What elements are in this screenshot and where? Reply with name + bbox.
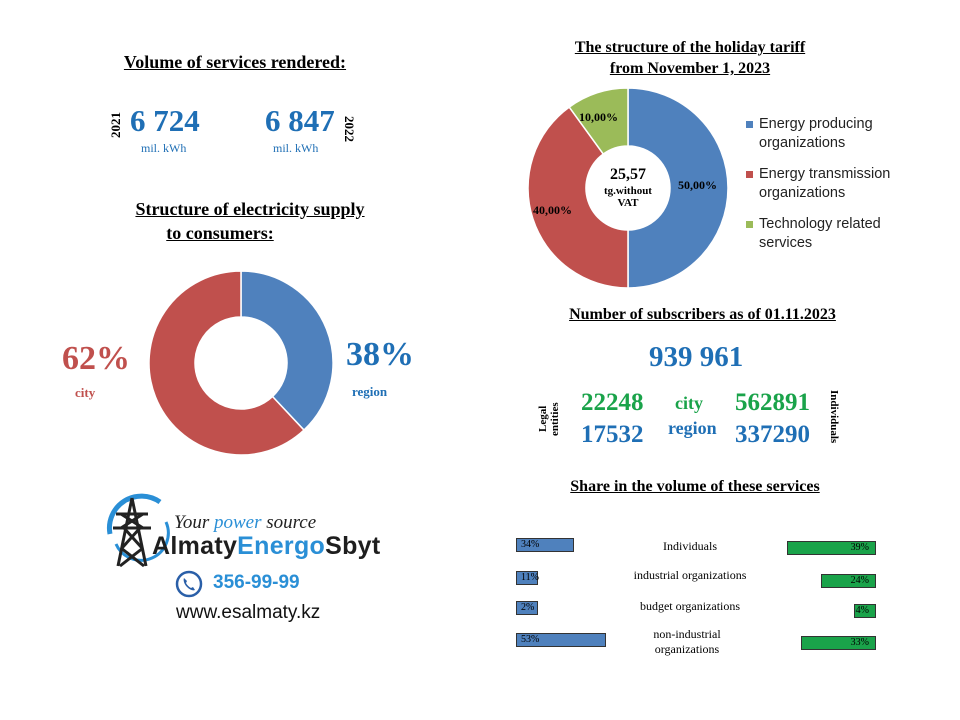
supply-title-line1: Structure of electricity supply [135,199,365,219]
year-2022-label: 2022 [342,116,357,142]
legal-city-count: 22248 [581,389,644,416]
share-bar-left: 11% [516,571,538,585]
share-bar-right: 4% [854,604,876,618]
tagline-prefix: Your [174,512,214,533]
tariff-label-10: 10,00% [579,110,618,124]
legend-label: Technology related services [759,216,881,251]
share-bar-right: 24% [821,574,876,588]
share-bar-left: 34% [516,538,574,552]
tagline-suffix: source [261,512,317,533]
brand-tagline [174,512,316,534]
tariff-center-value: 25,57 [610,166,646,183]
website-link[interactable]: www.esalmaty.kz [176,602,321,623]
brand-name-part1: Almaty [152,532,238,560]
tariff-label-50: 50,00% [678,178,717,192]
tariff-center-line2: tg.without [604,185,652,197]
tariff-center-line3: VAT [617,197,639,209]
volume-2021-unit: mil. kWh [141,141,187,155]
subscribers-city-label: city [675,393,703,413]
share-bar-right: 33% [801,636,876,650]
tariff-title-line1: The structure of the holiday tariff [574,39,806,56]
brand-name-part2: Energo [237,532,326,560]
share-category-label: budget organizations [639,599,741,613]
subscribers-region-label: region [668,418,717,438]
share-category-label: Individuals [663,539,717,553]
tariff-label-40: 40,00% [533,203,572,217]
individuals-label: Individuals [828,390,840,444]
tariff-title-line2: from November 1, 2023 [609,60,771,77]
volume-2021-value: 6 724 [130,103,200,138]
share-title: Share in the volume of these services [570,478,820,495]
share-bar-left: 53% [516,633,606,647]
phone-icon [175,570,203,598]
share-bar-left: 2% [516,601,538,615]
tagline-highlight: power [213,512,262,533]
supply-title-line2: to consumers: [166,223,274,243]
region-label: region [352,384,388,399]
subscribers-total: 939 961 [649,341,744,373]
phone-number[interactable]: 356-99-99 [213,572,300,593]
volume-title: Volume of services rendered: [123,52,347,72]
share-category-label: industrial organizations [633,568,747,582]
ind-region-count: 337290 [735,421,810,448]
share-bar-right: 39% [787,541,876,555]
brand-logo [64,492,414,572]
brand-name [152,532,380,561]
volume-2022-value: 6 847 [265,103,335,138]
city-label: city [75,385,96,400]
legend-label: Energy transmission organizations [759,166,891,201]
year-2021-label: 2021 [108,112,123,138]
ind-city-count: 562891 [735,389,810,416]
legal-entities-label: Legal entities [537,402,561,436]
legal-region-count: 17532 [581,421,644,448]
brand-name-part3: Sbyt [325,532,381,560]
volume-2022-unit: mil. kWh [273,141,319,155]
city-percent: 62% [62,340,130,377]
region-percent: 38% [346,336,414,373]
subscribers-title: Number of subscribers as of 01.11.2023 [569,306,836,323]
legend-label: Energy producing organizations [759,116,873,151]
share-category-label: non-industrial organizations [653,627,721,656]
